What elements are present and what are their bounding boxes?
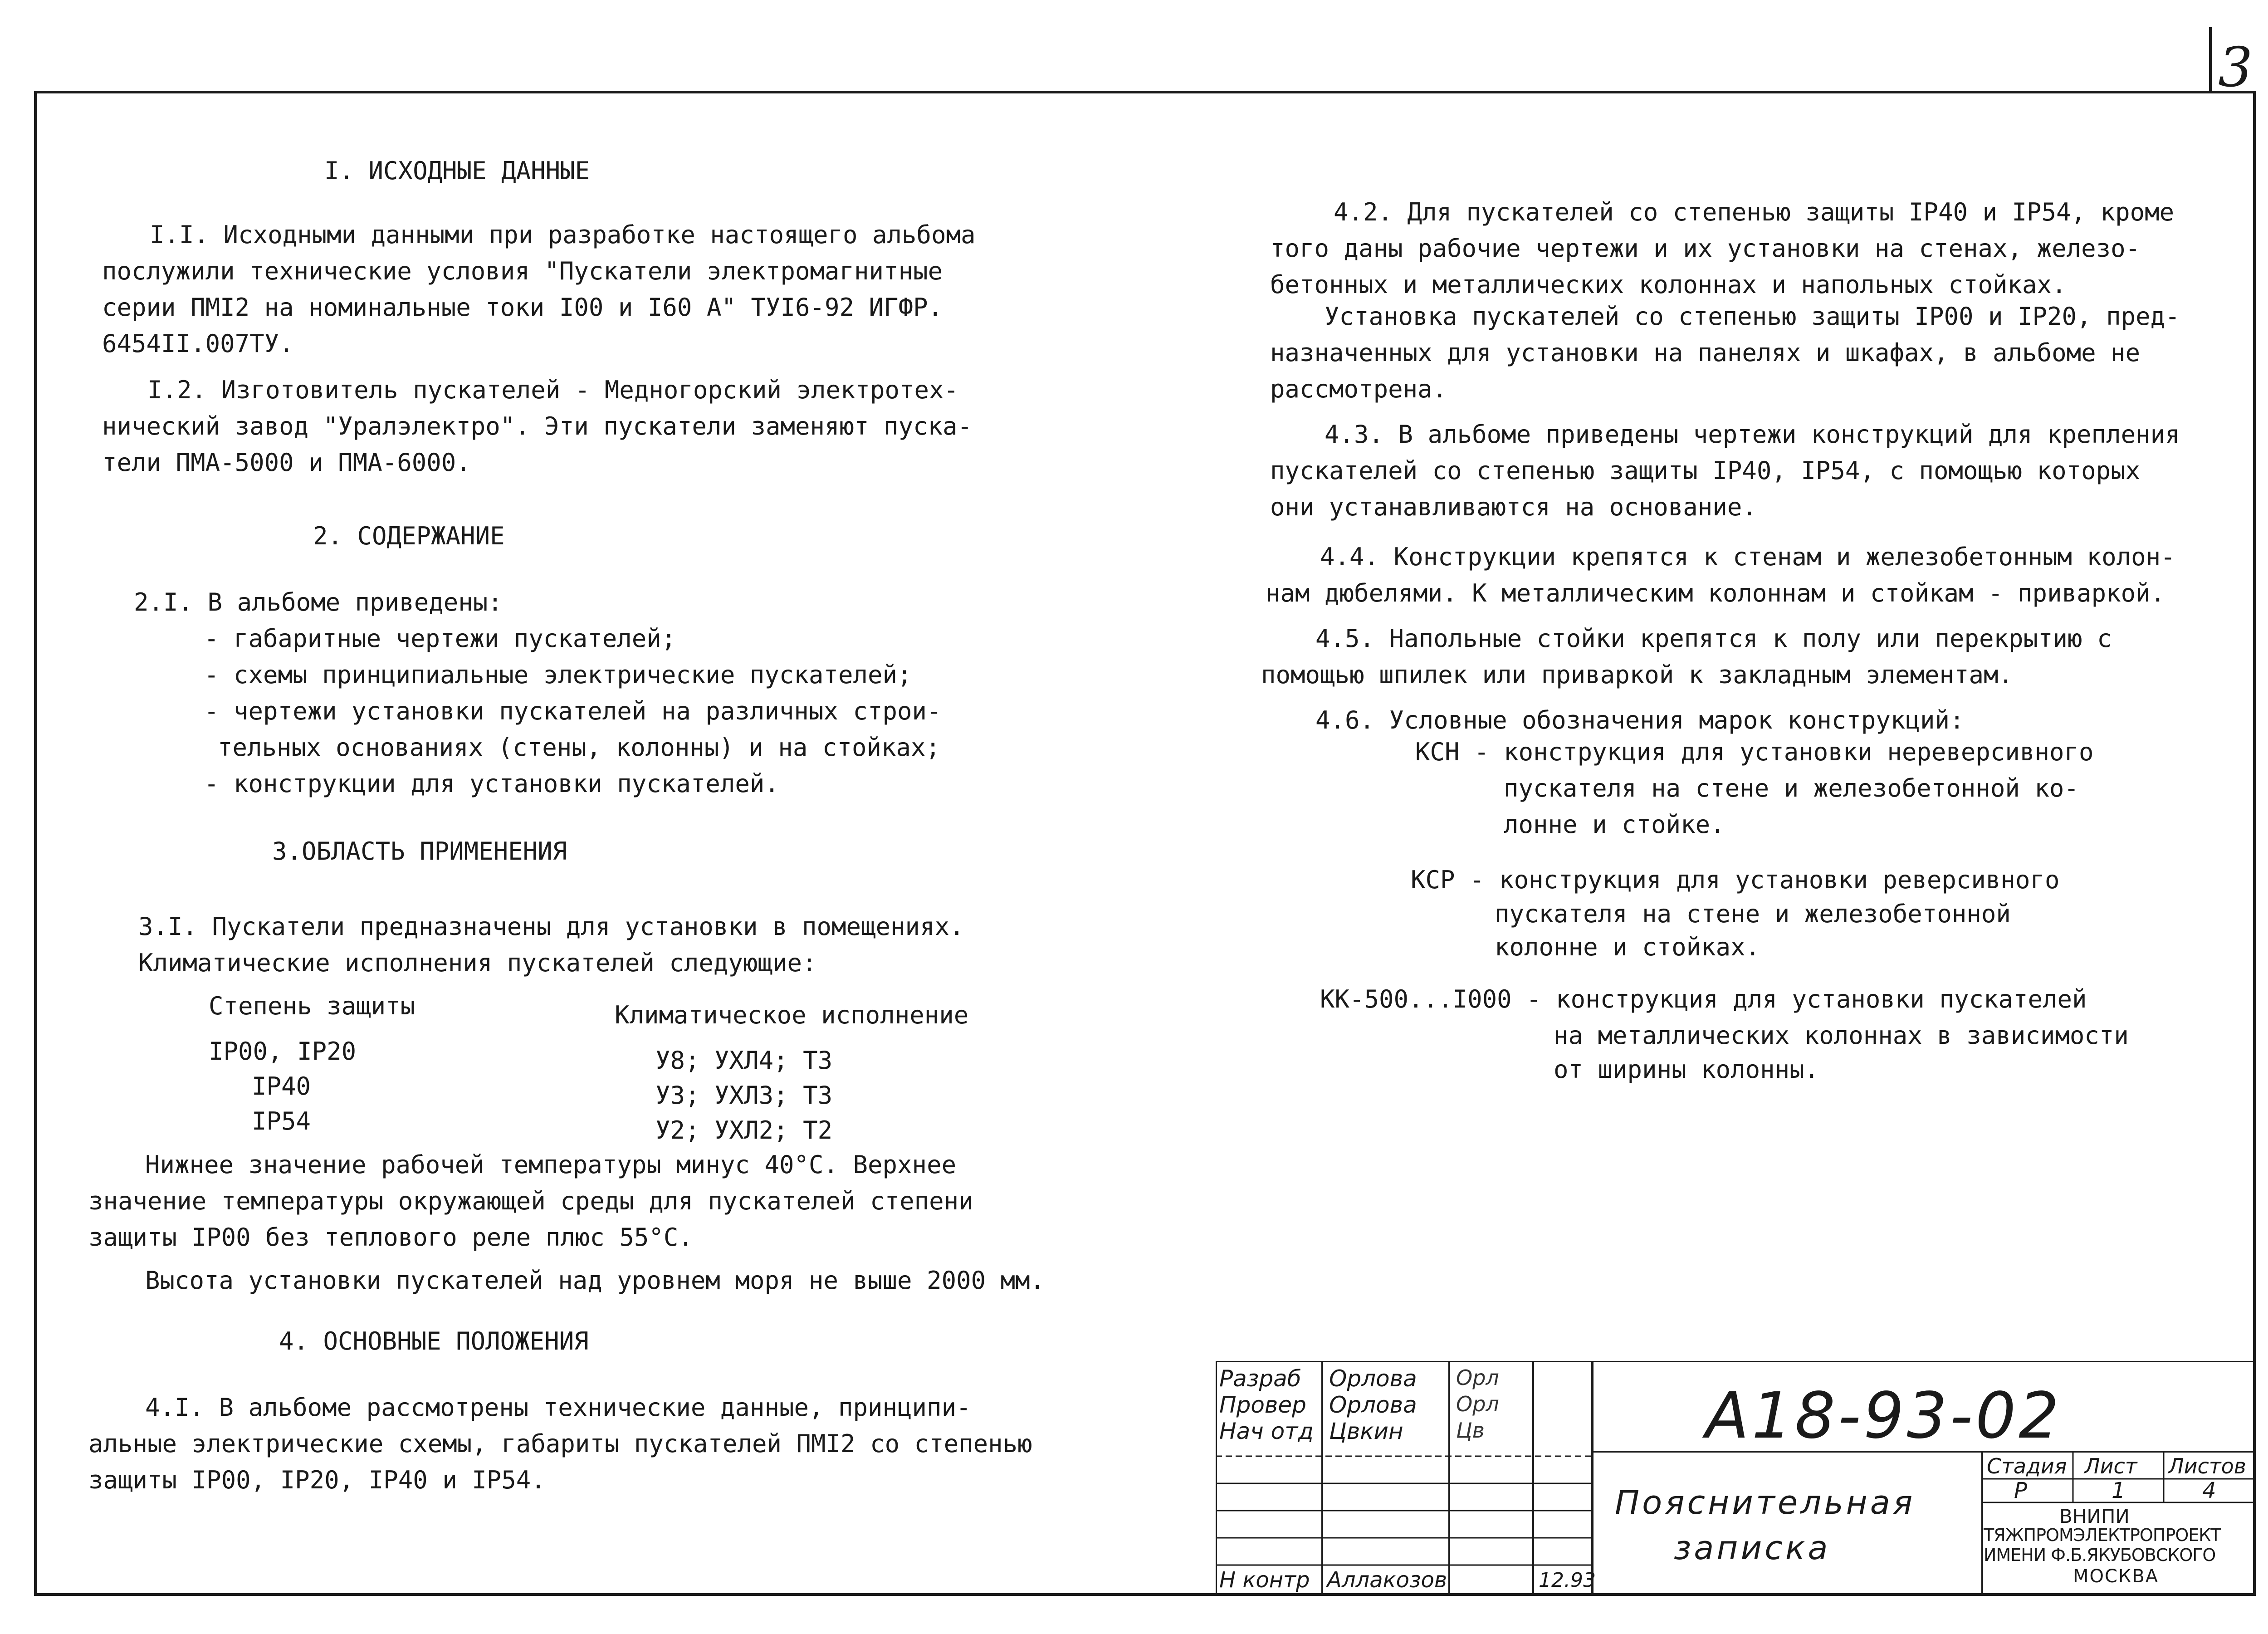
label-sheet: Лист: [2084, 1454, 2137, 1478]
role-checker: Провер: [1219, 1392, 1306, 1418]
value-sheet: 1: [2112, 1478, 2126, 1503]
table-header-climate: Климатическое исполнение: [615, 1001, 969, 1029]
value-sheets: 4: [2202, 1478, 2216, 1503]
sheet-number-bar: [2209, 27, 2212, 91]
heading-initial-data: I. ИСХОДНЫЕ ДАННЫЕ: [324, 157, 590, 185]
heading-contents: 2. СОДЕРЖАНИЕ: [313, 522, 505, 550]
label-stage: Стадия: [1987, 1454, 2067, 1478]
heading-scope: 3.ОБЛАСТЬ ПРИМЕНЕНИЯ: [272, 837, 567, 866]
table-cell: У3; УХЛ3; Т3: [655, 1081, 833, 1110]
name-norm-control: Аллакозов: [1327, 1567, 1447, 1593]
paragraph-altitude: Высота установки пускателей над уровнем моря не выше 2000 мм.: [145, 1266, 1045, 1295]
signature-checker: Орл: [1456, 1392, 1499, 1416]
table-cell: IP00, IP20: [209, 1037, 357, 1066]
title-block: [1216, 1361, 2256, 1596]
table-cell: IP54: [252, 1107, 311, 1135]
signature-head: Цв: [1456, 1418, 1485, 1443]
document-title-line2: записка: [1674, 1529, 1831, 1567]
table-cell: У2; УХЛ2; Т2: [655, 1116, 833, 1145]
signature-developer: Орл: [1456, 1365, 1499, 1390]
list-item: - конструкции для установки пускателей.: [204, 769, 779, 798]
date: 12.93: [1539, 1569, 1596, 1592]
heading-main-provisions: 4. ОСНОВНЫЕ ПОЛОЖЕНИЯ: [279, 1327, 589, 1355]
document-code: А18-93-02: [1706, 1379, 2062, 1453]
role-head: Нач отд: [1219, 1418, 1314, 1444]
document-title-line1: Пояснительная: [1615, 1483, 1916, 1521]
name-checker: Орлова: [1329, 1392, 1417, 1418]
org-line-3: ИМЕНИ Ф.Б.ЯКУБОВСКОГО: [1984, 1545, 2216, 1565]
role-norm-control: Н контр: [1219, 1567, 1310, 1593]
table-cell: IP40: [252, 1072, 311, 1101]
name-developer: Орлова: [1329, 1365, 1417, 1392]
value-stage: Р: [2014, 1478, 2027, 1503]
list-item: - чертежи установки пускателей на различных строи-: [204, 697, 942, 725]
org-line-2: ТЯЖПРОМЭЛЕКТРОПРОЕКТ: [1984, 1525, 2221, 1545]
table-header-protection: Степень защиты: [209, 992, 415, 1020]
list-item: - схемы принципиальные электрические пускателей;: [204, 660, 912, 689]
list-item: тельных основаниях (стены, колонны) и на стойках;: [218, 733, 941, 762]
org-line-4: МОСКВА: [2073, 1566, 2159, 1587]
org-line-1: ВНИПИ: [2059, 1505, 2130, 1527]
paragraph-2-1: 2.I. В альбоме приведены:: [134, 588, 503, 616]
name-head: Цвкин: [1329, 1418, 1403, 1444]
paragraph-4-6: 4.6. Условные обозначения марок конструкций:: [1315, 706, 1965, 734]
list-item: - габаритные чертежи пускателей;: [204, 624, 676, 653]
sheet-number: 3: [2218, 36, 2253, 99]
table-cell: У8; УХЛ4; Т3: [655, 1046, 833, 1075]
role-developer: Разраб: [1219, 1365, 1301, 1392]
label-sheets: Листов: [2168, 1454, 2246, 1478]
